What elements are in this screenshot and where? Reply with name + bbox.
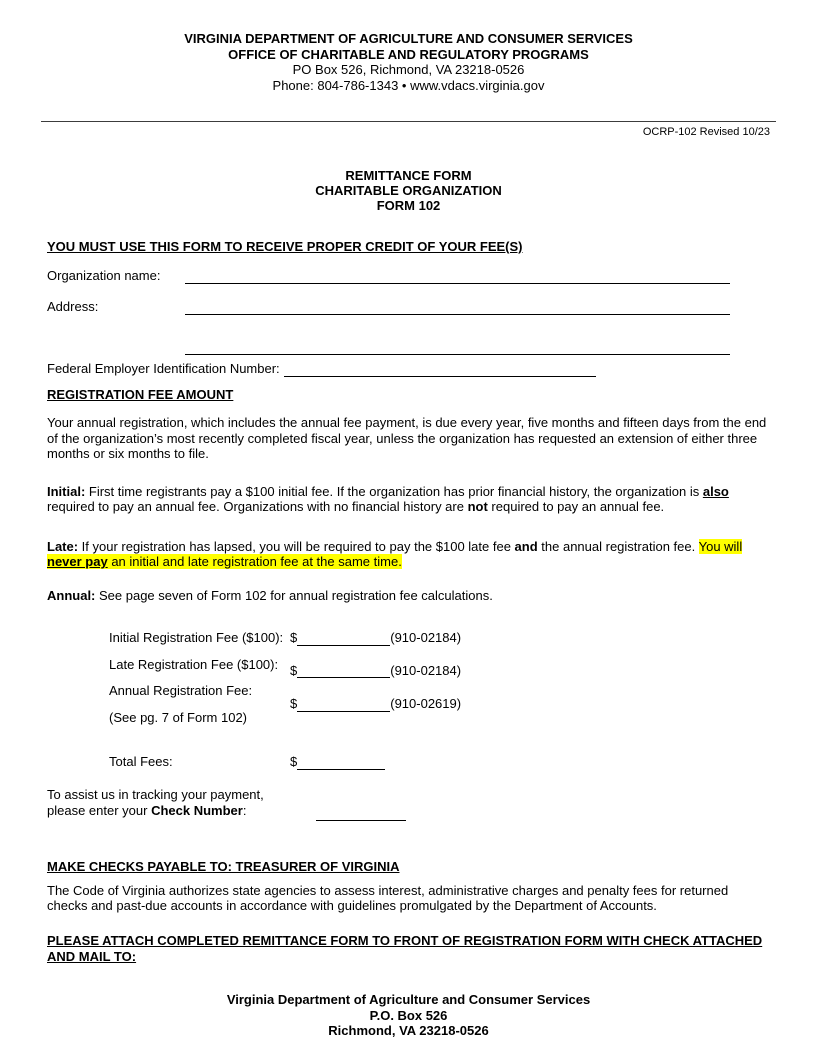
initial-text-3: required to pay an annual fee. (487, 499, 665, 514)
form-revision-label: OCRP-102 Revised 10/23 (642, 126, 770, 138)
late-highlight-1: You will (698, 538, 743, 554)
initial-fee-code: (910-02184) (390, 630, 462, 645)
dollar-sign: $ (290, 754, 298, 769)
initial-emphasis-also: also (702, 483, 729, 499)
mailing-address-line2: P.O. Box 526 (369, 1007, 448, 1023)
total-fees-label: Total Fees: (109, 754, 173, 769)
check-number-line2 (47, 803, 264, 819)
address-label: Address: (47, 299, 99, 314)
mailing-address-line3: Richmond, VA 23218-0526 (328, 1023, 489, 1038)
form-title (47, 168, 770, 213)
letterhead-agency-name: VIRGINIA DEPARTMENT OF AGRICULTURE AND CONSUMER SERVICES (184, 31, 633, 46)
late-highlight-2: an initial and late registration fee at the same time. (107, 554, 402, 569)
returned-check-paragraph: The Code of Virginia authorizes state agencies to assess interest, administrative charges and penalty fees for returned checks and past-due accounts in accordance with guidelines promulgated by the Department of Accounts. (47, 883, 729, 913)
late-fee-input-line[interactable] (297, 663, 390, 678)
organization-name-label: Organization name: (47, 268, 161, 283)
annual-fee-paragraph (47, 588, 770, 604)
check-number-section (47, 787, 770, 819)
fee-row-total (109, 754, 770, 770)
fee-row-initial (109, 630, 770, 646)
late-fee-amount (290, 663, 461, 679)
mailing-instruction-heading: PLEASE ATTACH COMPLETED REMITTANCE FORM TO FRONT OF REGISTRATION FORM WITH CHECK ATTACHED AND MAIL TO: (47, 933, 763, 964)
organization-name-input-line[interactable] (185, 268, 730, 284)
late-fee-label: Late Registration Fee ($100): (109, 656, 279, 672)
check-number-line1: To assist us in tracking your payment, (47, 786, 264, 802)
header-divider (41, 121, 776, 122)
dollar-sign: $ (290, 696, 298, 712)
check-number-input-line[interactable] (316, 806, 406, 821)
late-fee-paragraph (47, 539, 770, 570)
form-title-line1: REMITTANCE FORM (345, 168, 472, 183)
address-input-line-1[interactable] (185, 299, 730, 315)
fein-label: Federal Employer Identification Number: (47, 361, 280, 376)
check-number-suffix: : (242, 802, 247, 818)
address-row (47, 299, 770, 315)
form-title-line2: CHARITABLE ORGANIZATION (315, 183, 502, 198)
late-label: Late: (47, 538, 79, 554)
late-emphasis-and: and (514, 538, 538, 554)
address-input-line-2[interactable] (185, 339, 730, 355)
dollar-sign: $ (290, 630, 298, 645)
initial-label: Initial: (47, 483, 86, 499)
fein-row (47, 361, 770, 377)
letterhead-address: PO Box 526, Richmond, VA 23218-0526 (292, 62, 525, 77)
initial-fee-input-line[interactable] (297, 631, 390, 646)
late-highlight-never-pay: never pay (47, 554, 108, 569)
initial-fee-amount (290, 630, 461, 646)
registration-fee-intro-paragraph: Your annual registration, which includes the annual fee payment, is due every year, five months and fifteen days from the end of the organization’s most recently completed fiscal year, unless the organization has requested an extension of either three months or six months to file. (47, 415, 767, 461)
annual-fee-code: (910-02619) (390, 696, 462, 712)
fee-row-late (109, 656, 770, 678)
annual-fee-label-stack (109, 683, 290, 725)
registration-fee-heading: REGISTRATION FEE AMOUNT (47, 386, 234, 402)
letterhead-office-name: OFFICE OF CHARITABLE AND REGULATORY PROGRAMS (228, 46, 589, 62)
mailing-address-line1: Virginia Department of Agriculture and Consumer Services (226, 992, 591, 1007)
make-checks-payable-heading: MAKE CHECKS PAYABLE TO: TREASURER OF VIRGINIA (47, 858, 400, 874)
annual-fee-note: (See pg. 7 of Form 102) (109, 709, 248, 725)
letterhead (47, 31, 770, 93)
initial-fee-label: Initial Registration Fee ($100): (109, 630, 284, 645)
annual-label: Annual: (47, 587, 96, 603)
annual-fee-input-line[interactable] (297, 697, 390, 712)
late-fee-code: (910-02184) (390, 662, 462, 678)
notice-heading: YOU MUST USE THIS FORM TO RECEIVE PROPER CREDIT OF YOUR FEE(S) (47, 239, 523, 254)
form-title-line3: FORM 102 (376, 198, 441, 213)
fee-row-annual (109, 683, 770, 725)
fein-input-line[interactable] (284, 361, 596, 377)
mailing-address-block (47, 992, 770, 1039)
late-text-2: the annual registration fee. (537, 538, 699, 554)
check-number-prefix: please enter your (47, 802, 152, 818)
annual-fee-amount (290, 696, 461, 712)
late-text-1: If your registration has lapsed, you will be required to pay the $100 late fee (78, 538, 515, 554)
annual-text: See page seven of Form 102 for annual registration fee calculations. (95, 587, 493, 603)
initial-fee-paragraph (47, 484, 770, 515)
dollar-sign: $ (290, 662, 298, 678)
fee-table (109, 630, 770, 770)
letterhead-phone-website: Phone: 804-786-1343 • www.vdacs.virginia.gov (272, 77, 545, 93)
organization-name-row (47, 268, 770, 284)
check-number-text (47, 787, 264, 819)
initial-text-2: required to pay an annual fee. Organizations with no financial history are (47, 499, 468, 514)
annual-fee-label: Annual Registration Fee: (109, 683, 253, 698)
initial-emphasis-not: not (467, 499, 488, 514)
initial-text-1: First time registrants pay a $100 initial fee. If the organization has prior financial history, the organization is (85, 483, 703, 499)
address-row-2 (47, 339, 770, 355)
total-fees-input-line[interactable] (297, 755, 385, 770)
total-fees-amount (290, 754, 385, 770)
check-number-bold: Check Number (151, 802, 243, 818)
